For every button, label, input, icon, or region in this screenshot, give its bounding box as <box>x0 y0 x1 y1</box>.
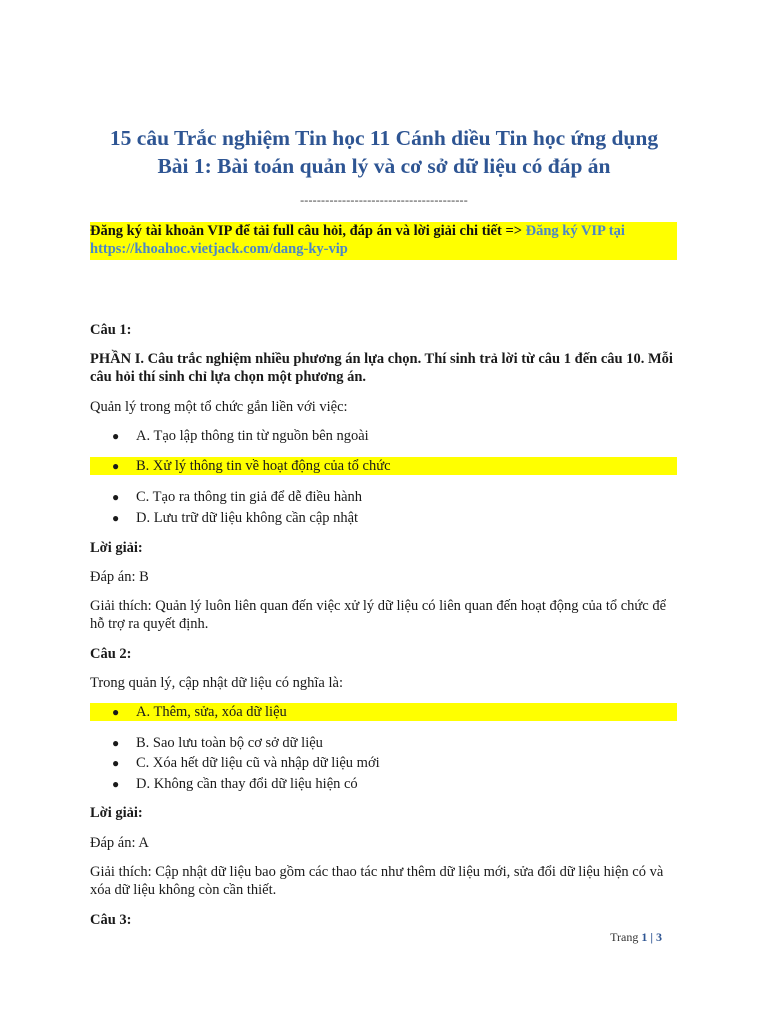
option-label: C. Tạo ra thông tin giả để dễ điều hành <box>136 489 363 505</box>
bullet-icon: ● <box>112 429 120 443</box>
page-prefix: Trang <box>610 930 639 944</box>
q2-option-c <box>90 754 677 772</box>
q2-answer: Đáp án: A <box>90 835 149 851</box>
q2-option-b <box>90 734 677 752</box>
bullet-icon: ● <box>112 459 120 473</box>
page-number <box>590 930 662 945</box>
option-label: A. Thêm, sửa, xóa dữ liệu <box>136 704 287 720</box>
option-label: A. Tạo lập thông tin từ nguồn bên ngoài <box>136 428 369 444</box>
vip-link-label[interactable]: Đăng ký VIP tại <box>525 223 625 239</box>
option-label: D. Không cần thay đổi dữ liệu hiện có <box>136 776 358 792</box>
bullet-icon: ● <box>112 490 120 504</box>
q1-answer: Đáp án: B <box>90 569 149 585</box>
page-total: 3 <box>656 930 662 944</box>
q1-option-a <box>90 427 677 445</box>
q1-explanation: Giải thích: Quản lý luôn liên quan đến việc xử lý dữ liệu có liên quan đến hoạt động của tổ chức để hỗ trợ ra quyết định. <box>90 598 667 632</box>
page-separator: | <box>650 930 653 944</box>
question-1-text: Quản lý trong một tổ chức gắn liền với việc: <box>90 399 348 415</box>
question-1-label: Câu 1: <box>90 322 132 338</box>
section-heading: PHẦN I. Câu trắc nghiệm nhiều phương án lựa chọn. Thí sinh trả lời từ câu 1 đến câu 10. Mỗi câu hỏi thí sinh chỉ lựa chọn một phương án. <box>90 351 673 385</box>
option-label: C. Xóa hết dữ liệu cũ và nhập dữ liệu mới <box>136 755 380 771</box>
q1-solution-label: Lời giải: <box>90 540 143 556</box>
vip-link-url[interactable]: https://khoahoc.vietjack.com/dang-ky-vip <box>90 241 348 257</box>
option-label: B. Xử lý thông tin về hoạt động của tổ chức <box>136 458 391 474</box>
title-line-2: Bài 1: Bài toán quản lý và cơ sở dữ liệu có đáp án <box>157 154 611 178</box>
bullet-icon: ● <box>112 511 120 525</box>
q1-option-c <box>90 488 677 506</box>
bullet-icon: ● <box>112 756 120 770</box>
vip-banner <box>90 222 677 260</box>
vip-text: Đăng ký tài khoản VIP để tải full câu hỏi, đáp án và lời giải chi tiết => <box>90 223 522 239</box>
q2-option-d <box>90 775 677 793</box>
page-current: 1 <box>641 930 648 944</box>
bullet-icon: ● <box>112 777 120 791</box>
title-line-1: 15 câu Trắc nghiệm Tin học 11 Cánh diều Tin học ứng dụng <box>109 126 659 150</box>
q1-option-d <box>90 509 677 527</box>
bullet-icon: ● <box>112 705 120 719</box>
option-label: D. Lưu trữ dữ liệu không cần cập nhật <box>136 510 359 526</box>
document-title <box>60 124 708 180</box>
question-2-label: Câu 2: <box>90 646 132 662</box>
q1-option-b-correct <box>90 457 677 475</box>
divider-line: ---------------------------------------- <box>300 193 468 207</box>
question-2-text: Trong quản lý, cập nhật dữ liệu có nghĩa là: <box>90 675 343 691</box>
q2-solution-label: Lời giải: <box>90 805 143 821</box>
question-3-label: Câu 3: <box>90 912 132 928</box>
bullet-icon: ● <box>112 736 120 750</box>
q2-explanation: Giải thích: Cập nhật dữ liệu bao gồm các thao tác như thêm dữ liệu mới, sửa đổi dữ liệu hiện có và xóa dữ liệu không còn cần thiết. <box>90 864 664 898</box>
q2-option-a-correct <box>90 703 677 721</box>
option-label: B. Sao lưu toàn bộ cơ sở dữ liệu <box>136 735 323 751</box>
